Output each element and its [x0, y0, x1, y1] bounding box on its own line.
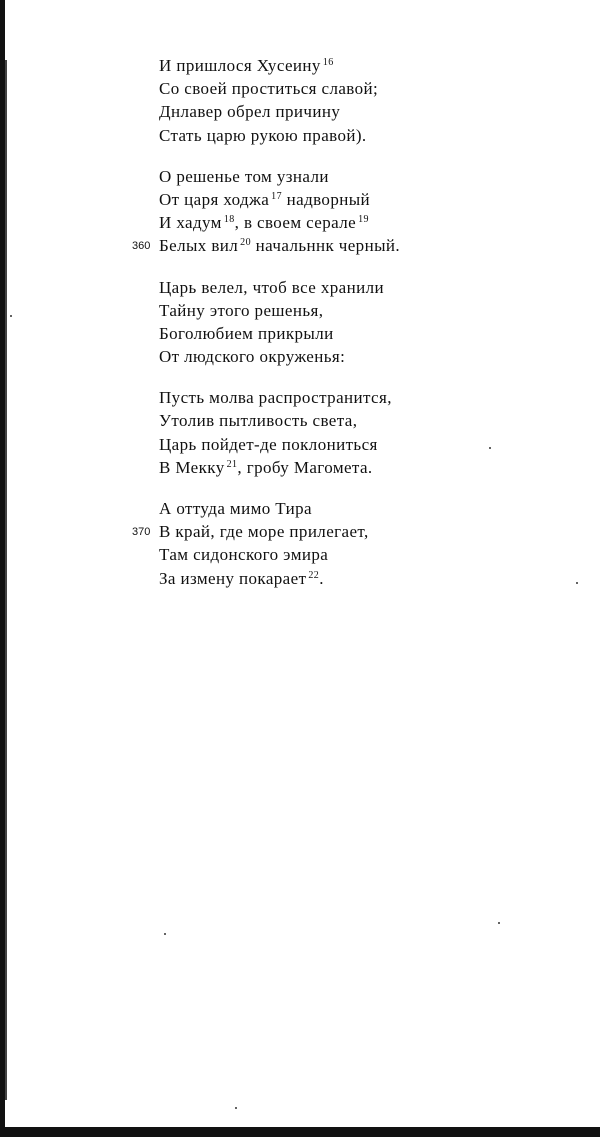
verse-text: От людского окруженья: — [159, 347, 346, 367]
poem-text — [132, 54, 579, 608]
verse-line — [132, 234, 579, 257]
verse-text-continuation: надворный — [281, 189, 371, 209]
verse-text: Боголюбием прикрыли — [159, 323, 334, 343]
footnote-marker: 20 — [240, 237, 251, 249]
line-number: 360 — [132, 240, 151, 253]
verse-line — [159, 409, 579, 432]
footnote-marker: 16 — [322, 57, 334, 68]
verse-text: От царя ходжа — [159, 189, 270, 209]
verse-line — [159, 124, 579, 147]
scan-speck — [164, 933, 166, 935]
verse-line — [159, 299, 579, 322]
verse-line — [159, 567, 579, 590]
scan-speck — [235, 1107, 237, 1109]
verse-text: Утолив пытливость света, — [159, 411, 358, 431]
stanza — [159, 276, 579, 369]
stanza — [159, 386, 579, 479]
verse-text: Днлавер обрел причину — [159, 102, 341, 122]
verse-line — [159, 100, 579, 123]
verse-line — [159, 386, 579, 409]
verse-text: Стать царю рукою правой). — [159, 125, 367, 145]
verse-line — [159, 456, 579, 479]
verse-line — [159, 211, 579, 234]
verse-text: В край, где море прилегает, — [159, 522, 369, 542]
verse-line — [159, 345, 579, 368]
scan-speck — [10, 315, 12, 317]
verse-text: Со своей проститься славой; — [159, 79, 379, 99]
verse-text-continuation: , гробу Магомета. — [237, 457, 373, 477]
footnote-marker: 18 — [223, 214, 235, 226]
verse-text: Там сидонского эмира — [159, 545, 329, 565]
verse-line — [159, 77, 579, 100]
verse-line — [159, 165, 579, 188]
verse-line — [159, 54, 579, 77]
line-number: 370 — [132, 526, 151, 539]
stanza — [132, 497, 579, 590]
footnote-marker: 17 — [271, 190, 282, 202]
verse-line — [159, 543, 579, 566]
verse-text: И пришлося Хусеину — [159, 56, 321, 75]
scan-bottom-edge — [0, 1127, 600, 1137]
verse-text: Пусть молва распространится, — [159, 388, 392, 408]
stanza — [159, 54, 579, 147]
verse-text-continuation: . — [319, 568, 324, 588]
footnote-marker: 19 — [358, 214, 369, 226]
verse-text: Царь велел, чтоб все хранили — [159, 277, 384, 297]
verse-text: В Мекку — [159, 457, 225, 477]
scan-left-edge-shadow — [5, 60, 7, 1100]
verse-line — [159, 322, 579, 345]
verse-line — [159, 497, 579, 520]
verse-line — [159, 188, 579, 211]
verse-text: Царь пойдет-де поклониться — [159, 434, 378, 454]
verse-text: О решенье том узнали — [159, 166, 329, 186]
verse-text: И хадум — [159, 213, 222, 233]
verse-text: За измену покарает — [159, 568, 307, 588]
verse-text-continuation: начальннк черный. — [250, 236, 401, 256]
scan-speck — [498, 922, 500, 924]
verse-line — [159, 276, 579, 299]
verse-line — [132, 520, 579, 543]
footnote-marker: 22 — [308, 569, 320, 581]
verse-text: Белых вил — [159, 236, 239, 256]
verse-text-continuation: , в своем серале — [234, 213, 357, 233]
footnote-marker: 21 — [226, 458, 238, 470]
verse-line — [159, 433, 579, 456]
verse-text: Тайну этого решенья, — [159, 300, 324, 320]
stanza — [132, 165, 579, 258]
verse-text: А оттуда мимо Тира — [159, 499, 312, 518]
